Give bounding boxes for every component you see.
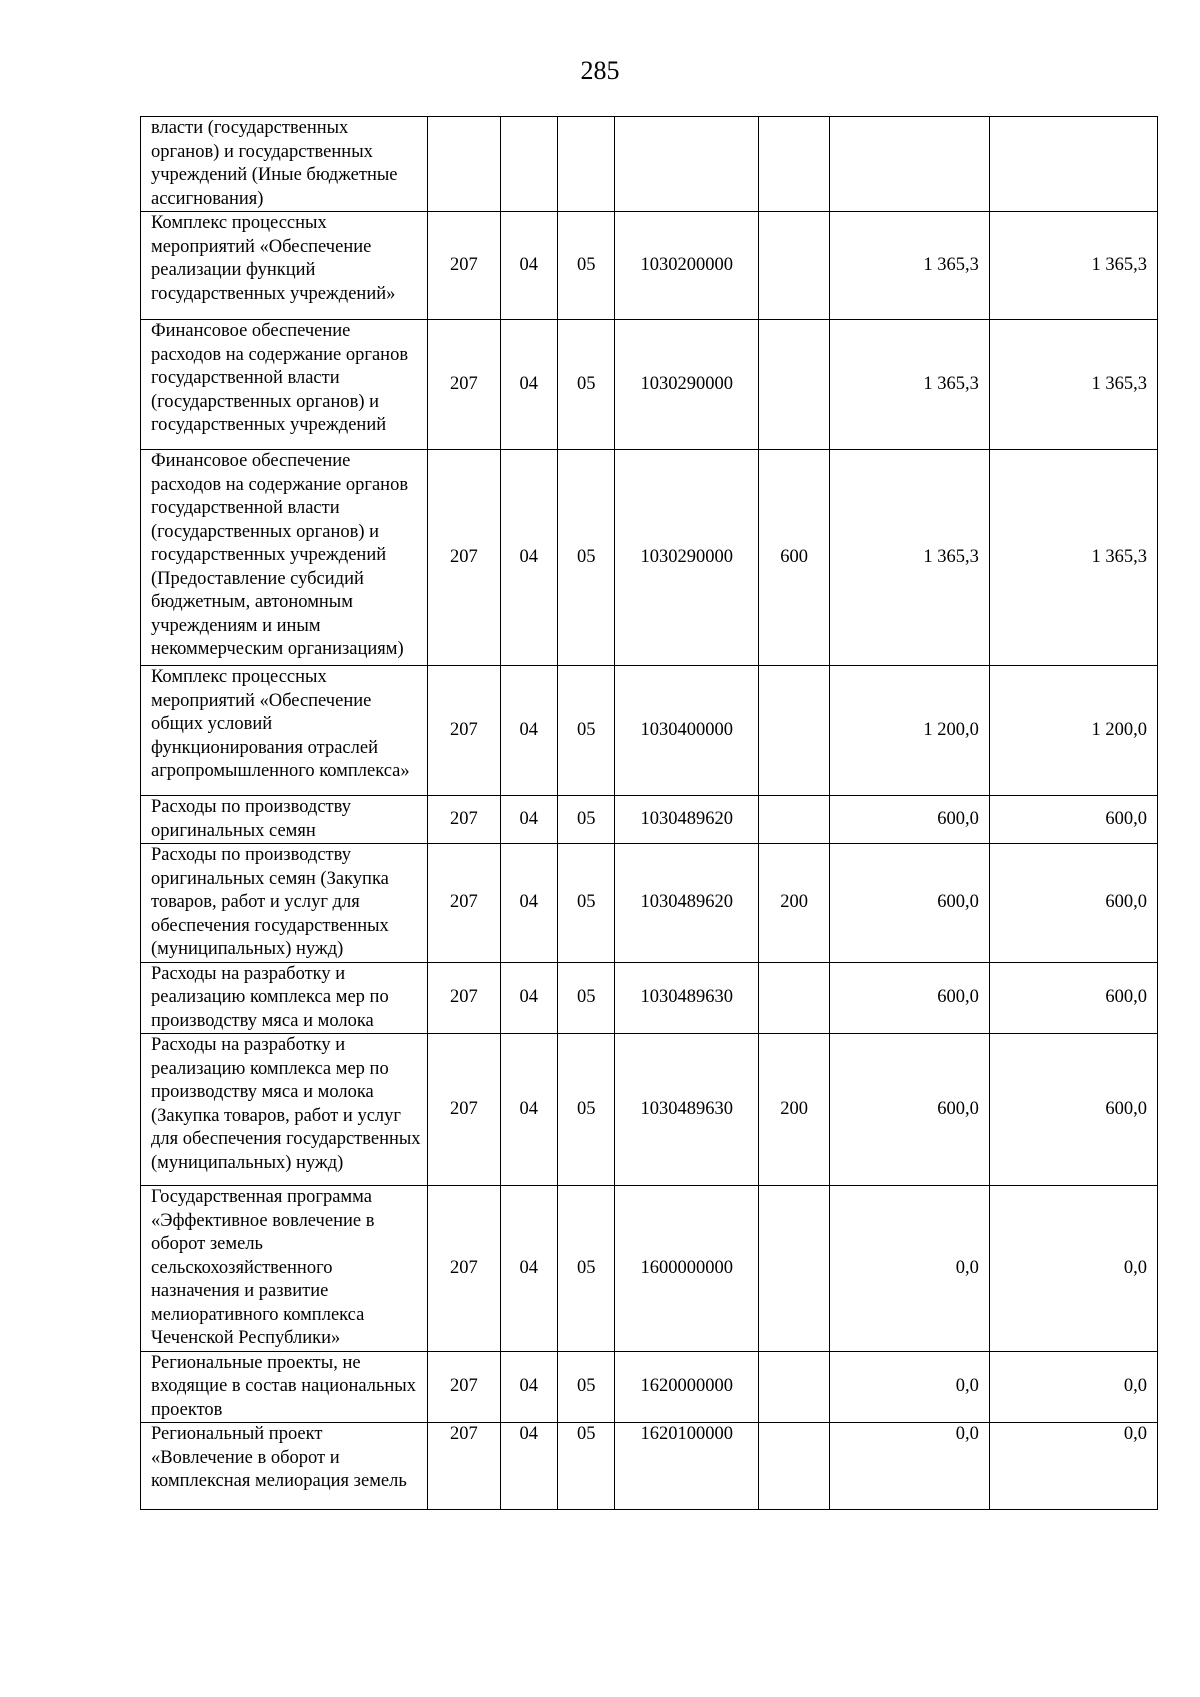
cell-amount-2: 1 200,0 [989, 666, 1157, 796]
cell-amount-1: 600,0 [830, 796, 990, 844]
cell-amount-1: 1 365,3 [830, 212, 990, 320]
cell-target-article: 1030489620 [615, 796, 759, 844]
table-row [141, 320, 1158, 450]
cell-subsection [557, 117, 614, 212]
cell-amount-1: 0,0 [830, 1423, 990, 1510]
cell-subsection: 05 [557, 1186, 614, 1352]
cell-amount-1: 600,0 [830, 962, 990, 1034]
table-row [141, 1186, 1158, 1352]
cell-amount-1 [830, 117, 990, 212]
cell-expense-type [759, 212, 830, 320]
cell-target-article [615, 117, 759, 212]
budget-table [140, 116, 1158, 1510]
cell-subsection: 05 [557, 666, 614, 796]
cell-section: 04 [500, 320, 557, 450]
cell-grbs: 207 [428, 212, 500, 320]
cell-name: Государственная программа «Эффективное вовлечение в оборот земель сельскохозяйственного назначения и развитие мелиоративного комплекса Чеченской Республики» [141, 1186, 428, 1352]
cell-amount-2: 0,0 [989, 1186, 1157, 1352]
cell-subsection: 05 [557, 1034, 614, 1186]
cell-section: 04 [500, 1186, 557, 1352]
table-row [141, 450, 1158, 666]
cell-amount-2: 600,0 [989, 844, 1157, 963]
cell-name: Финансовое обеспечение расходов на содержание органов государственной власти (государственных органов) и государственных учреждений [141, 320, 428, 450]
cell-target-article: 1030489630 [615, 962, 759, 1034]
cell-subsection: 05 [557, 450, 614, 666]
cell-expense-type [759, 320, 830, 450]
cell-grbs: 207 [428, 320, 500, 450]
cell-amount-1: 600,0 [830, 1034, 990, 1186]
cell-grbs: 207 [428, 1186, 500, 1352]
cell-target-article: 1030290000 [615, 320, 759, 450]
table-row [141, 212, 1158, 320]
cell-grbs [428, 117, 500, 212]
cell-subsection: 05 [557, 962, 614, 1034]
cell-expense-type [759, 1423, 830, 1510]
cell-amount-1: 0,0 [830, 1186, 990, 1352]
cell-amount-2: 600,0 [989, 1034, 1157, 1186]
cell-target-article: 1030489620 [615, 844, 759, 963]
cell-name: Региональный проект «Вовлечение в оборот и комплексная мелиорация земель [141, 1423, 428, 1510]
cell-expense-type [759, 117, 830, 212]
cell-amount-1: 1 365,3 [830, 450, 990, 666]
cell-amount-2: 1 365,3 [989, 212, 1157, 320]
table-row [141, 1423, 1158, 1510]
cell-grbs: 207 [428, 1351, 500, 1423]
cell-target-article: 1030290000 [615, 450, 759, 666]
cell-name: власти (государственных органов) и государственных учреждений (Иные бюджетные ассигнования) [141, 117, 428, 212]
table-row [141, 844, 1158, 963]
cell-subsection: 05 [557, 212, 614, 320]
cell-grbs: 207 [428, 1034, 500, 1186]
cell-amount-2: 1 365,3 [989, 320, 1157, 450]
cell-grbs: 207 [428, 796, 500, 844]
cell-amount-1: 0,0 [830, 1351, 990, 1423]
cell-name: Расходы по производству оригинальных семян (Закупка товаров, работ и услуг для обеспечения государственных (муниципальных) нужд) [141, 844, 428, 963]
cell-grbs: 207 [428, 1423, 500, 1510]
cell-grbs: 207 [428, 962, 500, 1034]
cell-section: 04 [500, 796, 557, 844]
table-row [141, 666, 1158, 796]
cell-grbs: 207 [428, 450, 500, 666]
cell-subsection: 05 [557, 1423, 614, 1510]
cell-name: Расходы на разработку и реализацию комплекса мер по производству мяса и молока [141, 962, 428, 1034]
cell-section: 04 [500, 666, 557, 796]
cell-section: 04 [500, 1423, 557, 1510]
cell-expense-type [759, 1186, 830, 1352]
cell-expense-type [759, 666, 830, 796]
cell-expense-type: 600 [759, 450, 830, 666]
cell-amount-1: 600,0 [830, 844, 990, 963]
cell-target-article: 1620000000 [615, 1351, 759, 1423]
cell-section: 04 [500, 212, 557, 320]
cell-amount-2 [989, 117, 1157, 212]
cell-expense-type: 200 [759, 844, 830, 963]
cell-subsection: 05 [557, 320, 614, 450]
cell-name: Комплекс процессных мероприятий «Обеспечение реализации функций государственных учреждений» [141, 212, 428, 320]
cell-name: Расходы по производству оригинальных семян [141, 796, 428, 844]
cell-amount-1: 1 365,3 [830, 320, 990, 450]
cell-subsection: 05 [557, 796, 614, 844]
cell-name: Финансовое обеспечение расходов на содержание органов государственной власти (государственных органов) и государственных учреждений (Предоставление субсидий бюджетным, автономным учреждениям и иным некоммерческим организациям) [141, 450, 428, 666]
cell-amount-2: 600,0 [989, 962, 1157, 1034]
cell-amount-2: 600,0 [989, 796, 1157, 844]
cell-amount-1: 1 200,0 [830, 666, 990, 796]
cell-amount-2: 0,0 [989, 1423, 1157, 1510]
cell-section: 04 [500, 844, 557, 963]
table-row [141, 1351, 1158, 1423]
cell-target-article: 1600000000 [615, 1186, 759, 1352]
table-row [141, 962, 1158, 1034]
cell-name: Расходы на разработку и реализацию комплекса мер по производству мяса и молока (Закупка товаров, работ и услуг для обеспечения государственных (муниципальных) нужд) [141, 1034, 428, 1186]
page-number: 285 [580, 56, 620, 85]
cell-target-article: 1030489630 [615, 1034, 759, 1186]
cell-grbs: 207 [428, 666, 500, 796]
cell-subsection: 05 [557, 844, 614, 963]
cell-amount-2: 0,0 [989, 1351, 1157, 1423]
cell-target-article: 1030200000 [615, 212, 759, 320]
cell-grbs: 207 [428, 844, 500, 963]
cell-section: 04 [500, 1034, 557, 1186]
cell-subsection: 05 [557, 1351, 614, 1423]
cell-section: 04 [500, 450, 557, 666]
cell-name: Комплекс процессных мероприятий «Обеспечение общих условий функционирования отраслей агропромышленного комплекса» [141, 666, 428, 796]
cell-target-article: 1620100000 [615, 1423, 759, 1510]
cell-expense-type [759, 962, 830, 1034]
cell-name: Региональные проекты, не входящие в состав национальных проектов [141, 1351, 428, 1423]
cell-section [500, 117, 557, 212]
cell-expense-type [759, 796, 830, 844]
cell-amount-2: 1 365,3 [989, 450, 1157, 666]
table-body [141, 117, 1158, 1510]
cell-expense-type: 200 [759, 1034, 830, 1186]
cell-expense-type [759, 1351, 830, 1423]
table-row [141, 796, 1158, 844]
cell-section: 04 [500, 1351, 557, 1423]
table-row [141, 117, 1158, 212]
cell-target-article: 1030400000 [615, 666, 759, 796]
cell-section: 04 [500, 962, 557, 1034]
table-row [141, 1034, 1158, 1186]
